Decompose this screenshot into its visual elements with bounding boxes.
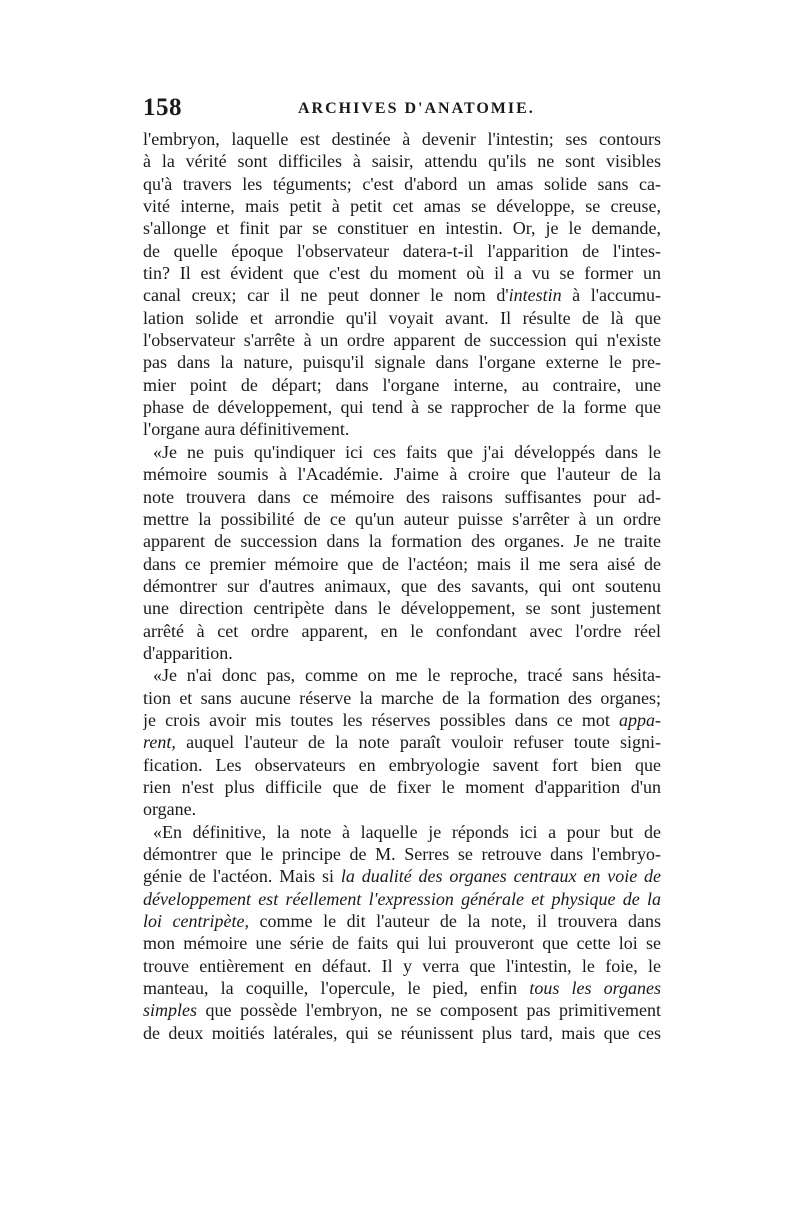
text-line: de deux moitiés latérales, qui se réunissent plus tard, mais que ces	[143, 1022, 661, 1043]
text-line: s'allonge et finit par se constituer en intestin. Or, je le demande,	[143, 218, 661, 239]
text-line: génie de l'actéon. Mais si la dualité des organes centraux en voie de	[143, 866, 661, 887]
text-line: phase de développement, qui tend à se rapprocher de la forme que	[143, 397, 661, 418]
text-line: simples que possède l'embryon, ne se composent pas primitivement	[143, 1000, 661, 1021]
text-line: «En définitive, la note à laquelle je réponds ici a pour but de	[153, 821, 661, 842]
text-line: vité interne, mais petit à petit cet amas se développe, se creuse,	[143, 196, 661, 217]
text-line	[143, 888, 661, 910]
text-line: trouve entièrement en défaut. Il y verra que l'intestin, le foie, le	[143, 955, 661, 976]
italic-phrase: développement est réellement l'expression générale et physique de la	[143, 888, 661, 909]
text-line: l'embryon, laquelle est destinée à devenir l'intestin; ses contours	[143, 129, 661, 149]
text-line: pas dans la nature, puisqu'il signale dans l'organe externe le pre-	[143, 352, 661, 373]
text-line: fication. Les observateurs en embryologie savent fort bien que	[143, 754, 661, 775]
text-line: «Je ne puis qu'indiquer ici ces faits que j'ai développés dans le	[153, 441, 661, 462]
text-line: rent, auquel l'auteur de la note paraît vouloir refuser toute signi-	[143, 732, 661, 753]
text-line: manteau, la coquille, l'opercule, le pied, enfin tous les organes	[143, 978, 661, 999]
text-line: à la vérité sont difficiles à saisir, attendu qu'ils ne sont visibles	[143, 151, 661, 172]
text-line: dans ce premier mémoire que de l'actéon; mais il me sera aisé de	[143, 553, 661, 574]
italic-phrase: simples	[143, 1000, 197, 1021]
text-line: arrêté à cet ordre apparent, en le confondant avec l'ordre réel	[143, 620, 661, 641]
text-line: l'organe aura définitivement.	[143, 419, 350, 440]
text-line: loi centripète, comme le dit l'auteur de la note, il trouvera dans	[143, 911, 661, 932]
text-line: mon mémoire une série de faits qui lui prouveront que cette loi se	[143, 933, 661, 954]
text-line: démontrer que le principe de M. Serres se retrouve dans l'embryo-	[143, 844, 661, 864]
italic-phrase: loi centripète,	[143, 911, 250, 932]
text-line: mettre la possibilité de ce qu'un auteur puisse s'arrêter à un ordre	[143, 508, 661, 529]
running-head	[143, 94, 663, 128]
text-line: d'apparition.	[143, 642, 233, 663]
italic-phrase: rent,	[143, 732, 176, 753]
text-line: canal creux; car il ne peut donner le nom d'intestin à l'accumu-	[143, 285, 661, 306]
text-line: lation solide et arrondie qu'il voyait avant. Il résulte de là que	[143, 307, 661, 328]
text-line: démontrer sur d'autres animaux, que des savants, qui ont soutenu	[143, 575, 661, 596]
italic-phrase: la dualité des organes centraux en voie de	[340, 866, 661, 887]
text-line: mémoire soumis à l'Académie. J'aime à croire que l'auteur de la	[143, 464, 661, 485]
text-line: note trouvera dans ce mémoire des raisons suffisantes pour ad-	[143, 486, 661, 507]
text-line: l'observateur s'arrête à un ordre apparent de succession qui n'existe	[143, 330, 661, 351]
text-line: «Je n'ai donc pas, comme on me le reproche, tracé sans hésita-	[153, 665, 661, 686]
italic-phrase: intestin	[508, 285, 562, 306]
journal-title: ARCHIVES D'ANATOMIE.	[298, 100, 535, 117]
text-line: tion et sans aucune réserve la marche de la formation des organes;	[143, 687, 661, 708]
page-number: 158	[143, 94, 182, 121]
text-line: une direction centripète dans le développement, se sont justement	[143, 598, 661, 619]
italic-phrase: appa-	[619, 709, 661, 730]
text-line: rien n'est plus difficile que de fixer le moment d'apparition d'un	[143, 776, 661, 797]
text-line: organe.	[143, 799, 197, 820]
italic-phrase: tous les organes	[529, 978, 661, 999]
text-line: qu'à travers les téguments; c'est d'abord un amas solide sans ca-	[143, 173, 661, 194]
text-line: de quelle époque l'observateur datera-t-il l'apparition de l'intes-	[143, 240, 661, 261]
text-line: mier point de départ; dans l'organe interne, au contraire, une	[143, 374, 661, 395]
text-line: tin? Il est évident que c'est du moment où il a vu se former un	[143, 263, 661, 284]
text-line: apparent de succession dans la formation des organes. Je ne traite	[143, 531, 661, 552]
text-line: je crois avoir mis toutes les réserves possibles dans ce mot appa-	[143, 709, 661, 730]
body-text	[143, 128, 661, 1044]
